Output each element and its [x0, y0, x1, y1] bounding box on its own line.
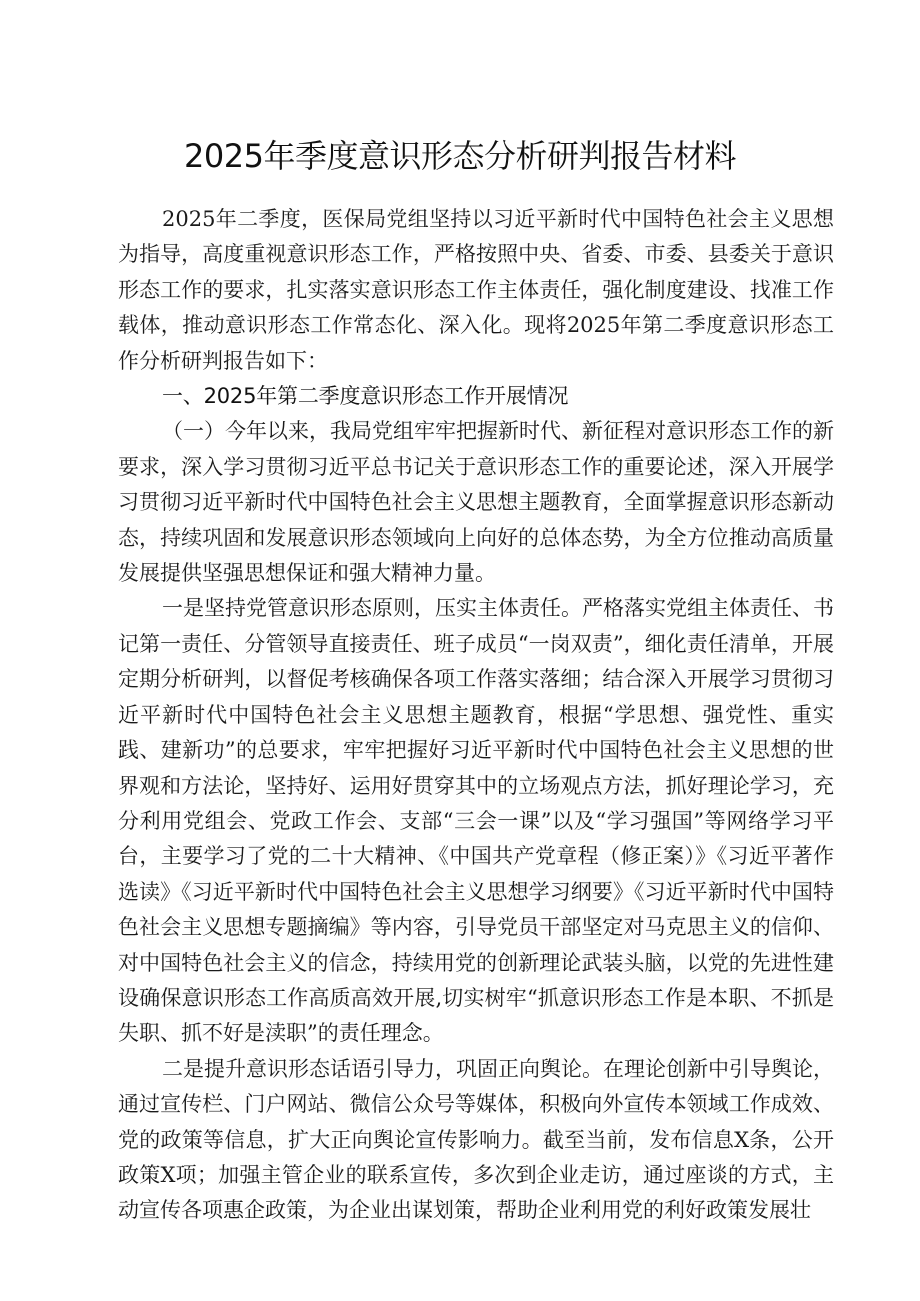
- document-title: 2025年季度意识形态分析研判报告材料: [184, 137, 736, 175]
- subsection-paragraph: （一）今年以来，我局党组牢牢把握新时代、新征程对意识形态工作的新要求，深入学习贯彻习近平总书记关于意识形态工作的重要论述，深入开展学习贯彻习近平新时代中国特色社会主义思想主题教育，全面掌握意识形态新动态，持续巩固和发展意识形态领域向上向好的总体态势，为全方位推动高质量发展提供坚强思想保证和强大精神力量。: [118, 419, 834, 586]
- document-body: [118, 202, 834, 1229]
- point-one-paragraph: 一是坚持党管意识形态原则，压实主体责任。严格落实党组主体责任、书记第一责任、分管领导直接责任、班子成员“一岗双责”，细化责任清单，开展定期分析研判，以督促考核确保各项工作落实落细；结合深入开展学习贯彻习近平新时代中国特色社会主义思想主题教育，根据“学思想、强党性、重实践、建新功”的总要求，牢牢把握好习近平新时代中国特色社会主义思想的世界观和方法论，坚持好、运用好贯穿其中的立场观点方法，抓好理论学习，充分利用党组会、党政工作会、支部“三会一课”以及“学习强国”等网络学习平台，主要学习了党的二十大精神、《中国共产党章程（修正案）》《习近平著作选读》《习近平新时代中国特色社会主义思想学习纲要》《习近平新时代中国特色社会主义思想专题摘编》等内容，引导党员干部坚定对马克思主义的信仰、对中国特色社会主义的信念，持续用党的创新理论武装头脑，以党的先进性建设确保意识形态工作高质高效开展,切实树牢“抓意识形态工作是本职、不抓是失职、抓不好是渎职”的责任理念。: [118, 596, 834, 1046]
- point-two-paragraph: 二是提升意识形态话语引导力，巩固正向舆论。在理论创新中引导舆论，通过宣传栏、门户网站、微信公众号等媒体，积极向外宣传本领域工作成效、党的政策等信息，扩大正向舆论宣传影响力。截至当前，发布信息X条，公开政策X项；加强主管企业的联系宣传，多次到企业走访，通过座谈的方式，主动宣传各项惠企政策，为企业出谋划策，帮助企业利用党的利好政策发展壮: [118, 1056, 834, 1223]
- section-heading: 一、2025年第二季度意识形态工作开展情况: [162, 384, 569, 409]
- intro-paragraph: 2025年二季度，医保局党组坚持以习近平新时代中国特色社会主义思想为指导，高度重视意识形态工作，严格按照中央、省委、市委、县委关于意识形态工作的要求，扎实落实意识形态工作主体责任，强化制度建设、找准工作载体，推动意识形态工作常态化、深入化。现将2025年第二季度意识形态工作分析研判报告如下：: [118, 207, 834, 373]
